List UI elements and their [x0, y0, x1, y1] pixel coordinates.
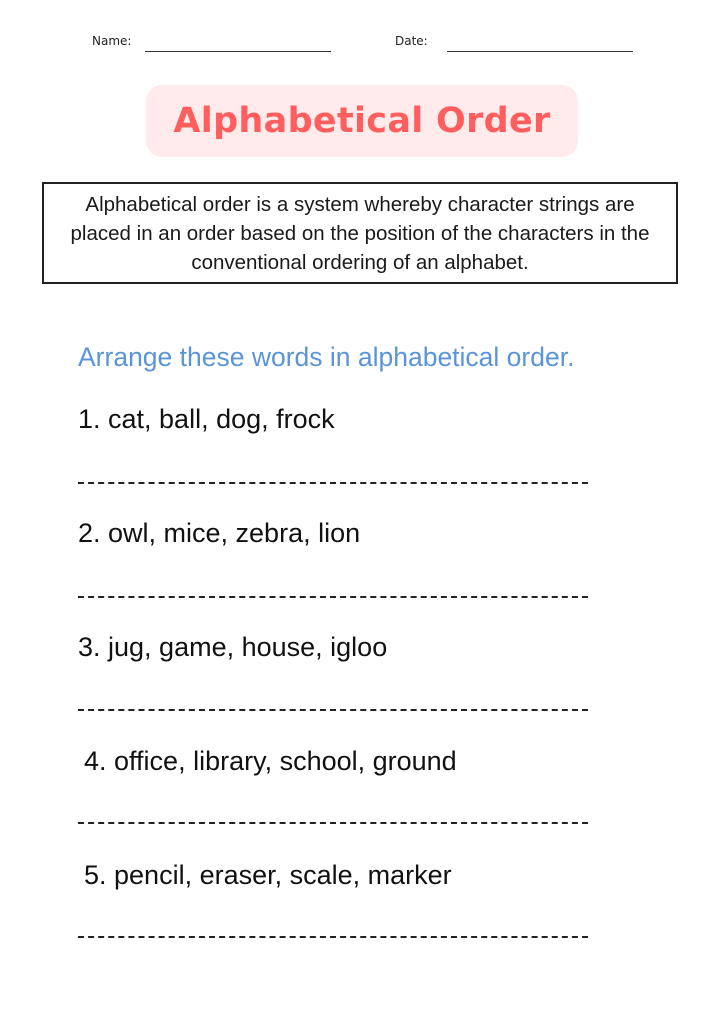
answer-line-3[interactable]: [78, 709, 588, 711]
answer-line-2[interactable]: [78, 596, 588, 598]
question-5: 5. pencil, eraser, scale, marker: [84, 860, 452, 890]
question-3: 3. jug, game, house, igloo: [78, 632, 388, 662]
answer-line-5[interactable]: [78, 936, 588, 938]
answer-line-4[interactable]: [78, 822, 588, 824]
definition-box: [42, 182, 678, 284]
question-1: 1. cat, ball, dog, frock: [78, 404, 335, 434]
question-4: 4. office, library, school, ground: [84, 746, 457, 776]
answer-line-1[interactable]: [78, 482, 588, 484]
name-field[interactable]: [145, 51, 331, 52]
date-label: Date:: [395, 34, 428, 48]
date-field[interactable]: [447, 51, 633, 52]
instruction-text: Arrange these words in alphabetical order.: [78, 342, 575, 372]
definition-text: Alphabetical order is a system whereby character strings are placed in an order based on the position of the characters in the conventional ordering of an alphabet.: [70, 192, 650, 274]
page-title: Alphabetical Order: [173, 101, 551, 141]
name-label: Name:: [92, 34, 132, 48]
title-banner: [146, 85, 578, 157]
question-2: 2. owl, mice, zebra, lion: [78, 518, 361, 548]
